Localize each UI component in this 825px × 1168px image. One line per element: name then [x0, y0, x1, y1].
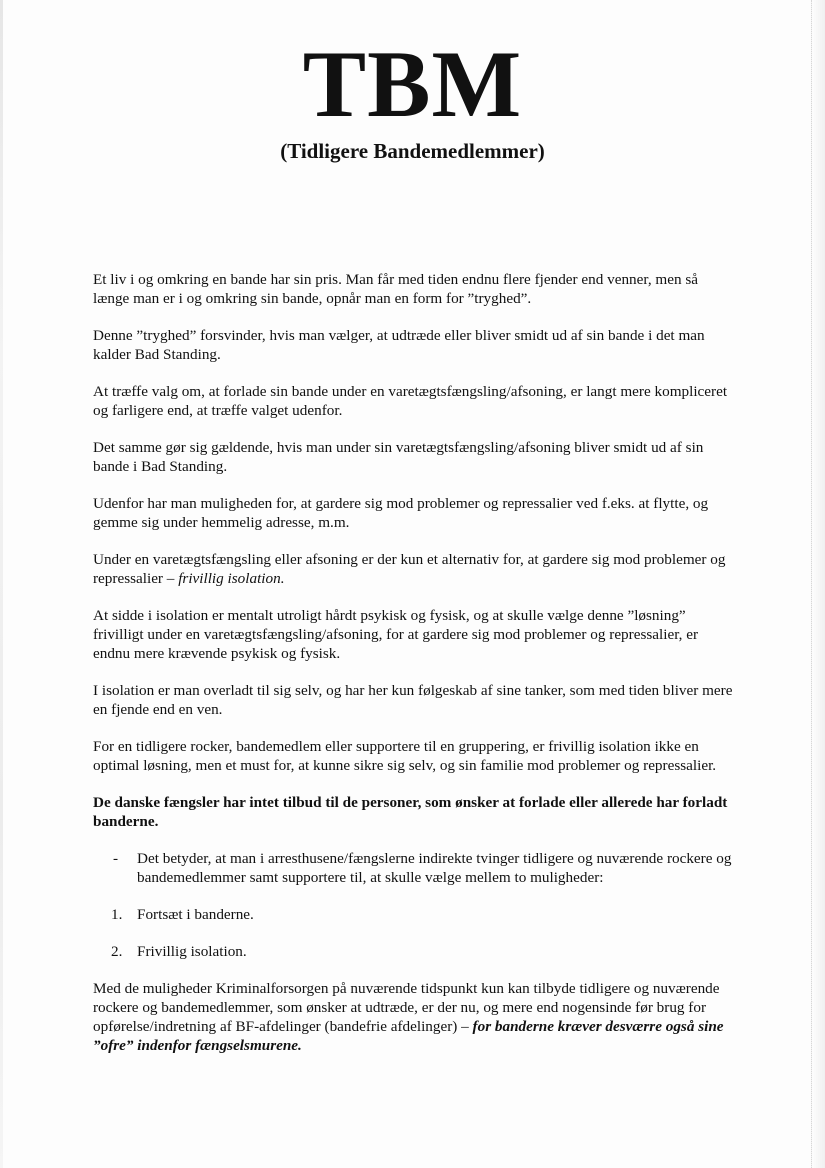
scan-left-edge [0, 0, 3, 1168]
scan-right-edge [811, 0, 825, 1168]
paragraph-3: At træffe valg om, at forlade sin bande under en varetægtsfængsling/afsoning, er langt mere kompliceret og farligere end, at træffe valget udenfor. [93, 383, 728, 419]
paragraph-1: Et liv i og omkring en bande har sin pris. Man får med tiden endnu flere fjender end venner, men så længe man er i og omkring sin bande, opnår man en form for ”tryghed”. [93, 271, 699, 307]
list-item-1-marker: 1. [111, 906, 123, 923]
numbered-list [93, 905, 733, 961]
paragraph-6 [93, 550, 733, 588]
list-item-2-text: Frivillig isolation. [137, 943, 247, 960]
paragraph-11-bold-italic: for banderne kræver desværre også sine ”ofre” indenfor fængselsmurene. [93, 1018, 724, 1054]
list-item-1 [93, 905, 733, 924]
paragraph-9: For en tidligere rocker, bandemedlem eller supportere til en gruppering, er frivillig isolation ikke en optimal løsning, men et must for, at kunne sikre sig selv, og sin familie mod problemer og repressalier. [93, 738, 717, 774]
paragraph-10-bold: De danske fængsler har intet tilbud til de personer, som ønsker at forlade eller allerede har forladt banderne. [93, 794, 728, 830]
bullet-marker: - [113, 850, 119, 867]
list-item-1-text: Fortsæt i banderne. [137, 906, 254, 923]
paragraph-11-text: Med de muligheder Kriminalforsorgen på nuværende tidspunkt kun kan tilbyde tidligere og nuværende rockere og bandemedlemmer, som ønsker at udtræde, er der nu, og mere end nogensinde før brug for opførelse/indretning af BF-afdelinger (bandefrie afdelinger) – [93, 980, 720, 1035]
document-subtitle: (Tidligere Bandemedlemmer) [280, 139, 545, 163]
paragraph-4: Det samme gør sig gældende, hvis man under sin varetægtsfængsling/afsoning bliver smidt ud af sin bande i Bad Standing. [93, 439, 704, 475]
paragraph-8: I isolation er man overladt til sig selv, og har her kun følgeskab af sine tanker, som med tiden bliver mere en fjende end en ven. [93, 682, 733, 718]
list-item-2-marker: 2. [111, 943, 123, 960]
list-item-2 [93, 942, 733, 961]
paragraph-6-italic: frivillig isolation. [178, 570, 285, 587]
bullet-text: Det betyder, at man i arresthusene/fængslerne indirekte tvinger tidligere og nuværende rockere og bandemedlemmer samt supportere til, at skulle vælge mellem to muligheder: [137, 850, 732, 886]
paragraph-2: Denne ”tryghed” forsvinder, hvis man vælger, at udtræde eller bliver smidt ud af sin bande i det man kalder Bad Standing. [93, 327, 705, 363]
paragraph-11 [93, 979, 733, 1055]
paragraph-5: Udenfor har man muligheden for, at gardere sig mod problemer og repressalier ved f.eks. at flytte, og gemme sig under hemmelig adresse, m.m. [93, 495, 709, 531]
document-body [93, 270, 733, 1073]
paragraph-6-text: Under en varetægtsfængsling eller afsoning er der kun et alternativ for, at gardere sig mod problemer og repressalier – [93, 551, 726, 587]
paragraph-7: At sidde i isolation er mentalt utroligt hårdt psykisk og fysisk, og at skulle vælge denne ”løsning” frivilligt under en varetægtsfængsling/afsoning, for at gardere sig mod problemer og repressalier, er endnu mere krævende psykisk og fysisk. [93, 607, 699, 662]
bullet-list [93, 849, 733, 887]
bullet-item [93, 849, 733, 887]
document-title: TBM [302, 31, 523, 137]
